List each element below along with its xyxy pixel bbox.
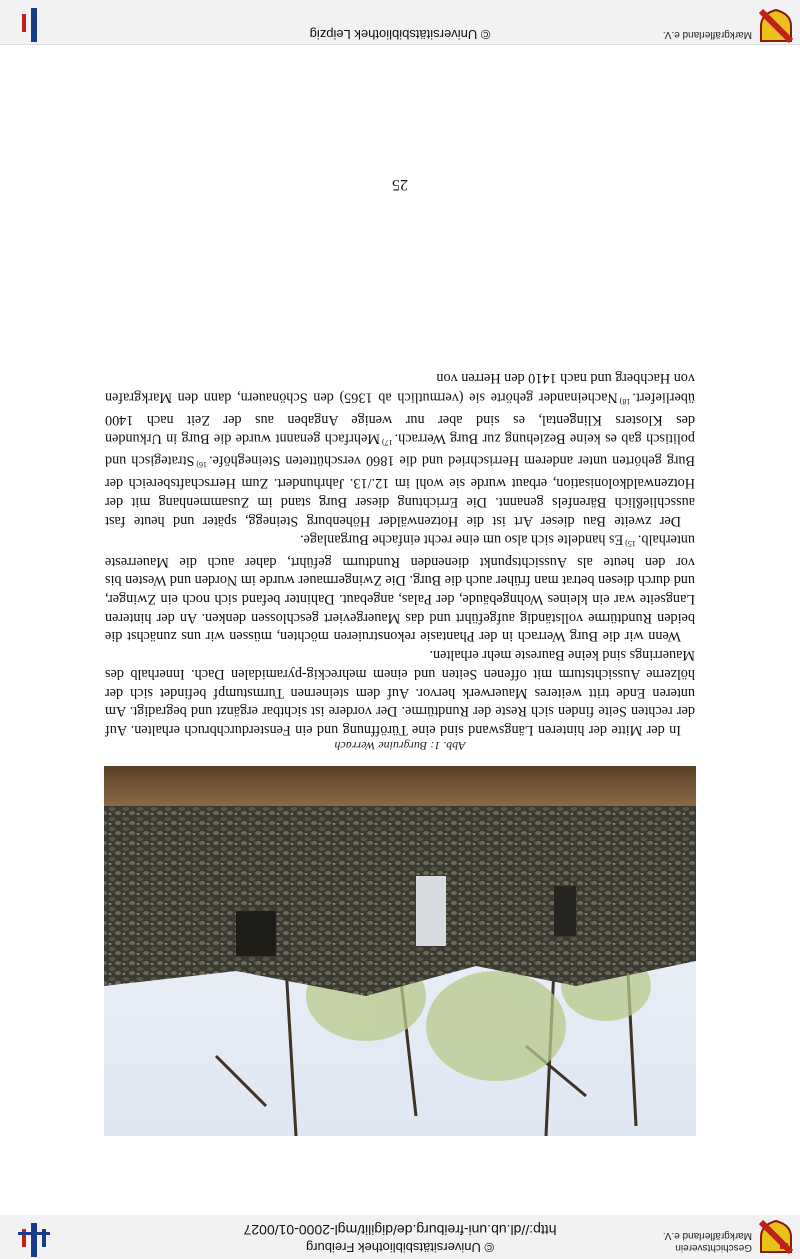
- castle-ruin-photo: [104, 766, 696, 1136]
- library-info: [0, 27, 800, 44]
- library-copyright: © Universitätsbibliothek Freiburg: [305, 1240, 495, 1255]
- footnote-ref-18[interactable]: 18): [619, 396, 631, 406]
- footnote-ref-16[interactable]: 16): [196, 460, 208, 470]
- paragraph-2: Wenn wir die Burg Werrach in der Phantasie rekonstruieren möchten, müssen wir uns zunächst die beiden Rundtürme vollständig aufgeführt und das Mauergeviert geschlossen denken. An der hinteren Langseite war ein kleines Wohngebäude, der Palas, angebaut. Dahinter befand sich noch ein Zwinger, und durch diesen betrat man früher auch die Burg. Die Zwingermauer wurde im Norden und Westen bis vor den heute als Aussichtspunkt dienenden Rundturm geführt, daher auch die Mauerreste unterhalb.$^{15)}$Es handelte sich also um eine recht einfache Burganlage.: [105, 531, 695, 645]
- page-number: 25: [392, 176, 408, 193]
- library-header: [0, 1215, 800, 1259]
- library-copyright: © Universitätsbibliothek Leipzig: [309, 27, 491, 42]
- library-info: [0, 1222, 800, 1259]
- library-footer: [0, 0, 800, 45]
- association-name: Markgräflerland e.V.: [662, 29, 752, 40]
- university-library-icon: [14, 1217, 54, 1257]
- paragraph-3: Der zweite Bau dieser Art ist die Hotzenwälder Höhenburg Steinegg, später und heute fast ausschließlich Bärenfels genannt. Die Errichtung dieser Burg stand im Zusammenhang mit der Hotzenwaldkolonisation, erbaut wurde sie wohl im 12./13. Jahrhundert. Zum Herrschaftsbereich der Burg gehörten unter anderem Herrischried und die 1860 verschütteten Steineghöfe.$^{16)}$Strategisch und politisch gab es keine Beziehung zur Burg Werrach.$^{17)}$Mehrfach genannt wurde die Burg in Urkunden des Klosters Klingental, es sind aber nur wenige Angaben aus der Zeit nach 1400 überliefert.$^{18)}$Nacheinander gehörte sie (vermutlich ab 1365) den Schönauern, dann den Markgrafen von Hachberg und nach 1410 den Herren von: [105, 370, 695, 529]
- article-body: [105, 369, 695, 739]
- association-name: Geschichtsverein Markgräflerland e.V.: [662, 1230, 752, 1253]
- document-url[interactable]: http://dl.ub.uni-freiburg.de/digilit/mgl-2000-01/0027: [243, 1222, 557, 1238]
- footnote-ref-17[interactable]: 17): [381, 437, 393, 447]
- paragraph-1: In der Mitte der hinteren Längswand sind eine Türöffnung und ein Fensterdurchbruch erhalten. Auf der rechten Seite finden sich Reste der Rundtürme. Der vordere ist sichtbar ergänzt und begradigt. Am unteren Ende tritt weiteres Mauerwerk hervor. Auf dem steinernen Turmstumpf befindet sich der hölzerne Aussichtsturm mit offenen Seiten und einem mehreckig-pyramidalen Dach. Innerhalb des Mauerrings sind keine Baureste mehr erhalten.: [105, 647, 695, 738]
- footnote-ref-15[interactable]: 15): [625, 538, 636, 548]
- figure-caption: Abb. 1: Burgruine Werrach: [334, 739, 466, 753]
- university-library-icon: [14, 2, 54, 42]
